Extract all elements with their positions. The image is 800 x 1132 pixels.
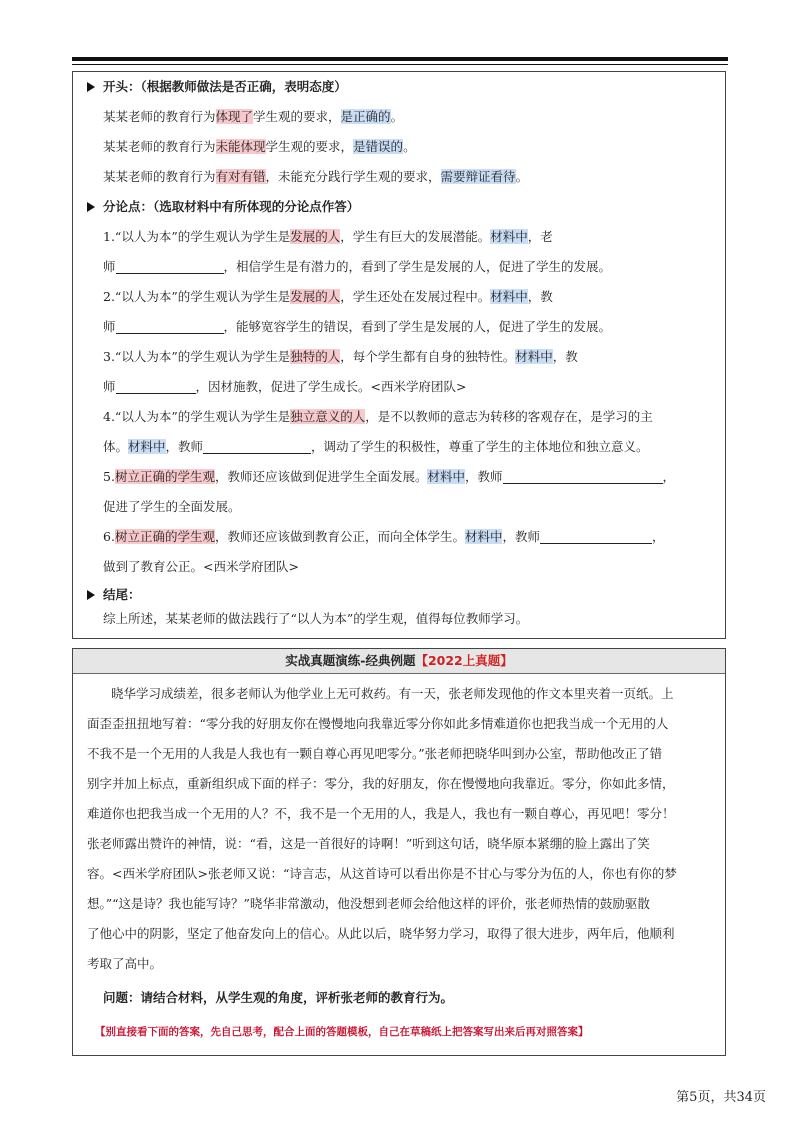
example-header: 实战真题演练-经典例题【2022上真题】 <box>73 649 725 674</box>
point-3-line-2: 师 ，因材施教，促进了学生成长。<西米学府团队> <box>103 379 467 394</box>
opening-header <box>87 78 347 96</box>
point-6-line-1: 6.树立正确的学生观，教师还应该做到教育公正，而向全体学生。材料中，教师 ， <box>103 529 665 544</box>
example-line-6: 张老师露出赞许的神情，说：“看，这是一首很好的诗啊！”听到这句话，晓华原本紧绷的脸上露出了笑 <box>87 836 650 851</box>
answer-blank <box>503 470 663 484</box>
example-line-3: 不我不是一个无用的人我是人我也有一颗自尊心再见吧零分。”张老师把晓华叫到办公室，帮助他改正了错 <box>87 746 663 761</box>
answer-blank <box>116 380 196 394</box>
point-2-line-1: 2.“以人为本”的学生观认为学生是发展的人，学生还处在发展过程中。材料中，教 <box>103 289 553 304</box>
point-4-line-2: 体。材料中，教师 ，调动了学生的积极性，尊重了学生的主体地位和独立意义。 <box>103 439 649 454</box>
example-hint: 【别直接看下面的答案，先自己思考，配合上面的答题模板，自己在草稿纸上把答案写出来后再对照答案】 <box>95 1026 589 1038</box>
example-line-10: 考取了高中。 <box>87 956 163 971</box>
example-line-2: 面歪歪扭扭地写着：“零分我的好朋友你在慢慢地向我靠近零分你如此多情难道你也把我当成一个无用的人 <box>87 716 669 731</box>
point-6-line-2: 做到了教育公正。<西米学府团队> <box>103 559 299 574</box>
answer-blank <box>116 320 224 334</box>
ending-header <box>87 586 141 604</box>
ending-line: 综上所述，某某老师的做法践行了“以人为本”的学生观，值得每位教师学习。 <box>103 611 529 626</box>
top-rule-thin <box>72 64 728 65</box>
answer-template-box <box>72 71 726 639</box>
top-rule-thick <box>72 57 728 61</box>
opening-line-1: 某某老师的教育行为体现了学生观的要求，是正确的。 <box>103 109 404 124</box>
point-1-line-1: 1.“以人为本”的学生观认为学生是发展的人，学生有巨大的发展潜能。材料中，老 <box>103 229 553 244</box>
example-line-5: 难道你也把我当成一个无用的人？不，我不是一个无用的人，我是人，我也有一颗自尊心，再见吧！零分！ <box>87 806 675 821</box>
point-4-line-1: 4.“以人为本”的学生观认为学生是独立意义的人，是不以教师的意志为转移的客观存在，是学习的主 <box>103 409 653 424</box>
triangle-bullet-icon <box>87 82 95 92</box>
example-question: 问题：请结合材料，从学生观的角度，评析张老师的教育行为。 <box>103 990 454 1005</box>
opening-title: 开头：（根据教师做法是否正确，表明态度） <box>103 79 347 94</box>
example-line-4: 别字并加上标点，重新组织成下面的样子：零分，我的好朋友，你在慢慢地向我靠近。零分，你如此多情， <box>87 776 675 791</box>
point-3-line-1: 3.“以人为本”的学生观认为学生是独特的人，每个学生都有自身的独特性。材料中，教 <box>103 349 578 364</box>
triangle-bullet-icon <box>87 590 95 600</box>
example-line-8: 想。”“这是诗？我也能写诗？”晓华非常激动，他没想到老师会给他这样的评价，张老师热情的鼓励驱散 <box>87 896 650 911</box>
answer-blank <box>540 530 652 544</box>
point-5-line-2: 促进了学生的全面发展。 <box>103 499 241 514</box>
example-line-1: 晓华学习成绩差，很多老师认为他学业上无可救药。有一天，张老师发现他的作文本里夹着一页纸。上 <box>111 686 674 701</box>
answer-blank <box>116 260 224 274</box>
opening-line-2: 某某老师的教育行为未能体现学生观的要求，是错误的。 <box>103 139 416 154</box>
example-line-7: 容。<西米学府团队>张老师又说：“诗言志，从这首诗可以看出你是不甘心与零分为伍的人，你也有你的梦 <box>87 866 677 881</box>
point-5-line-1: 5.树立正确的学生观，教师还应该做到促进学生全面发展。材料中，教师 ， <box>103 469 676 484</box>
answer-blank <box>203 440 311 454</box>
points-header <box>87 198 359 216</box>
page-number: 第5页，共34页 <box>676 1090 766 1105</box>
points-title: 分论点：（选取材料中有所体现的分论点作答） <box>103 199 360 214</box>
example-line-9: 了他心中的阴影，坚定了他奋发向上的信心。从此以后，晓华努力学习，取得了很大进步，两年后，他顺利 <box>87 926 675 941</box>
ending-title: 结尾： <box>103 587 141 602</box>
triangle-bullet-icon <box>87 202 95 212</box>
opening-line-3: 某某老师的教育行为有对有错，未能充分践行学生观的要求，需要辩证看待。 <box>103 169 529 184</box>
example-box <box>72 648 726 1056</box>
point-2-line-2: 师 ，能够宽容学生的错误，看到了学生是发展的人，促进了学生的发展。 <box>103 319 612 334</box>
point-1-line-2: 师 ，相信学生是有潜力的，看到了学生是发展的人，促进了学生的发展。 <box>103 259 612 274</box>
